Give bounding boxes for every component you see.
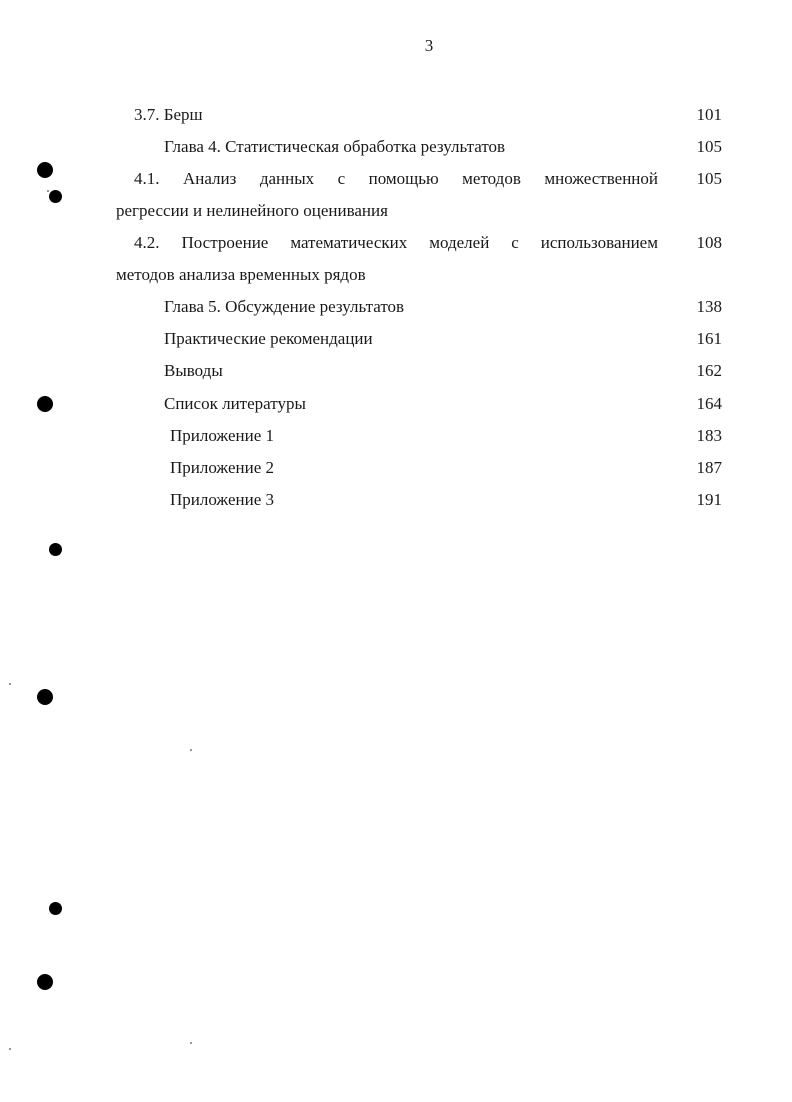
toc-entry: [0, 233, 792, 285]
toc-entry-title: Приложение 3: [170, 490, 274, 509]
toc-entry-page: 101: [696, 105, 722, 124]
punch-hole: [49, 543, 62, 556]
toc-entry: [0, 297, 792, 317]
toc-entry-title-line2: регрессии и нелинейного оценивания: [116, 201, 388, 220]
toc-entry-title: Приложение 1: [170, 426, 274, 445]
punch-hole: [37, 162, 53, 178]
punch-hole: [37, 974, 53, 990]
toc-entry: [0, 329, 792, 349]
toc-entry-title: Список литературы: [164, 394, 306, 413]
toc-entry-title: Выводы: [164, 361, 223, 380]
toc-entry-page: 162: [696, 361, 722, 380]
scan-speck: [9, 683, 11, 685]
scan-speck: [190, 1042, 192, 1044]
toc-entry-page: 105: [696, 169, 722, 188]
scan-speck: [190, 749, 192, 751]
toc-entry: [0, 105, 792, 125]
toc-entry-title: Глава 4. Статистическая обработка результатов: [164, 137, 506, 156]
toc-entry-page: 138: [696, 297, 722, 316]
toc-entry-title: 3.7. Берш: [134, 105, 203, 124]
toc-entry-page: 183: [696, 426, 722, 445]
toc-entry-page: 191: [696, 490, 722, 509]
toc-entry: [0, 361, 792, 381]
punch-hole: [37, 689, 53, 705]
punch-hole: [37, 396, 53, 412]
toc-entry: [0, 426, 792, 446]
toc-entry: [0, 169, 792, 221]
toc-entry-page: 187: [696, 458, 722, 477]
toc-entry-page: 164: [696, 394, 722, 413]
scan-speck: [9, 1048, 11, 1050]
scan-speck: [47, 190, 49, 192]
toc-entry: [0, 394, 792, 414]
toc-entry: [0, 490, 792, 510]
punch-hole: [49, 902, 62, 915]
toc-entry-page: 105: [696, 137, 722, 156]
toc-entry-page: 108: [696, 233, 722, 252]
toc-entry: [0, 137, 792, 157]
page-number: 3: [424, 36, 434, 55]
toc-entry-title: Приложение 2: [170, 458, 274, 477]
toc-entry-title-line1: 4.2. Построение математических моделей с использованием: [134, 233, 658, 252]
punch-hole: [49, 190, 62, 203]
toc-entry: [0, 458, 792, 478]
toc-entry-title: Практические рекомендации: [164, 329, 373, 348]
toc-entry-title-line2: методов анализа временных рядов: [116, 265, 366, 284]
toc-entry-title: Глава 5. Обсуждение результатов: [164, 297, 405, 316]
toc-entry-page: 161: [696, 329, 722, 348]
toc-entry-title-line1: 4.1. Анализ данных с помощью методов множественной: [134, 169, 658, 188]
